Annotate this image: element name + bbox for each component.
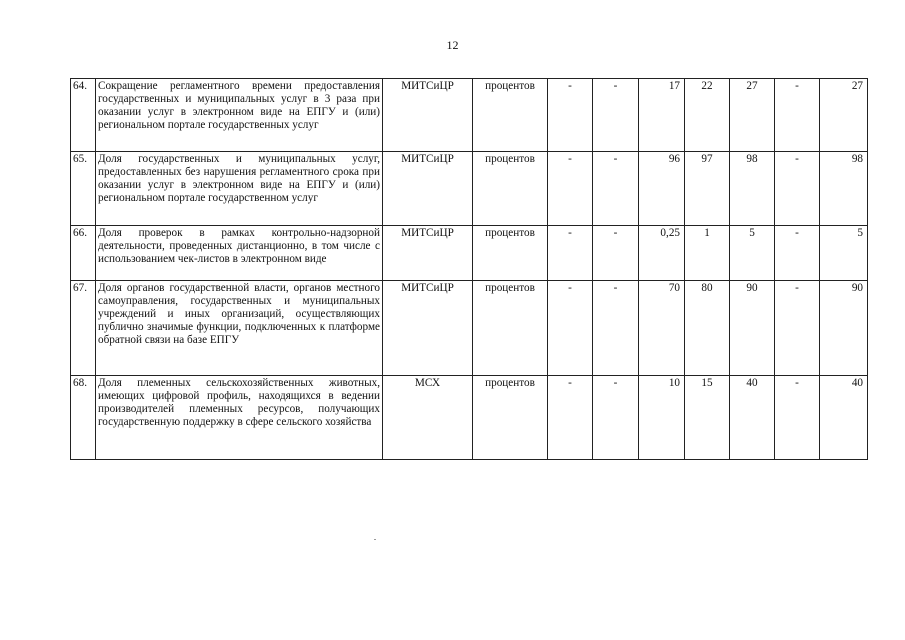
indicators-table	[70, 78, 868, 460]
unit-of-measure: процентов	[473, 226, 548, 281]
page-number: 12	[446, 38, 459, 52]
value-cell-5: 40	[730, 376, 775, 460]
value-cell-5: 5	[730, 226, 775, 281]
value-cell-3: 17	[639, 79, 685, 152]
value-cell-6: -	[775, 79, 820, 152]
value-cell-3: 70	[639, 281, 685, 376]
value-cell-6: -	[775, 281, 820, 376]
table-row	[71, 226, 868, 281]
value-cell-1: -	[548, 152, 593, 226]
table-row	[71, 281, 868, 376]
value-cell-7: 98	[820, 152, 868, 226]
value-cell-7: 27	[820, 79, 868, 152]
value-cell-3: 10	[639, 376, 685, 460]
unit-of-measure: процентов	[473, 281, 548, 376]
value-cell-7: 90	[820, 281, 868, 376]
indicator-name: Доля племенных сельскохозяйственных животных, имеющих цифровой профиль, находящихся в ведении производителей племенных ресурсов, получающих государственную поддержку в сфере сельского хозяйства	[96, 376, 383, 460]
value-cell-6: -	[775, 376, 820, 460]
value-cell-5: 27	[730, 79, 775, 152]
responsible-org: МСХ	[383, 376, 473, 460]
row-number: 64.	[71, 79, 96, 152]
value-cell-6: -	[775, 226, 820, 281]
value-cell-2: -	[593, 226, 639, 281]
value-cell-2: -	[593, 376, 639, 460]
responsible-org: МИТСиЦР	[383, 152, 473, 226]
value-cell-5: 98	[730, 152, 775, 226]
value-cell-4: 80	[685, 281, 730, 376]
unit-of-measure: процентов	[473, 79, 548, 152]
row-number: 65.	[71, 152, 96, 226]
value-cell-3: 96	[639, 152, 685, 226]
value-cell-4: 97	[685, 152, 730, 226]
value-cell-4: 1	[685, 226, 730, 281]
value-cell-4: 22	[685, 79, 730, 152]
indicator-name: Доля государственных и муниципальных услуг, предоставленных без нарушения регламентного срока при оказании услуг в электронном виде на ЕПГУ и (или) региональном портале государственном услуг	[96, 152, 383, 226]
value-cell-6: -	[775, 152, 820, 226]
scan-speck	[374, 539, 376, 540]
table-row	[71, 376, 868, 460]
value-cell-7: 40	[820, 376, 868, 460]
row-number: 66.	[71, 226, 96, 281]
value-cell-4: 15	[685, 376, 730, 460]
unit-of-measure: процентов	[473, 376, 548, 460]
indicator-name: Доля проверок в рамках контрольно-надзорной деятельности, проведенных дистанционно, в том числе с использованием чек-листов в электронном виде	[96, 226, 383, 281]
responsible-org: МИТСиЦР	[383, 226, 473, 281]
row-number: 67.	[71, 281, 96, 376]
responsible-org: МИТСиЦР	[383, 281, 473, 376]
table-row	[71, 152, 868, 226]
value-cell-2: -	[593, 281, 639, 376]
value-cell-1: -	[548, 226, 593, 281]
responsible-org: МИТСиЦР	[383, 79, 473, 152]
value-cell-3: 0,25	[639, 226, 685, 281]
value-cell-1: -	[548, 376, 593, 460]
indicator-name: Доля органов государственной власти, органов местного самоуправления, государственных и муниципальных учреждений и иных организаций, осуществляющих публично значимые функции, подключенных к платформе обратной связи на базе ЕПГУ	[96, 281, 383, 376]
indicator-name: Сокращение регламентного времени предоставления государственных и муниципальных услуг в 3 раза при оказании услуг в электронном виде на ЕПГУ и (или) региональном портале государственных услуг	[96, 79, 383, 152]
value-cell-1: -	[548, 281, 593, 376]
value-cell-2: -	[593, 79, 639, 152]
value-cell-2: -	[593, 152, 639, 226]
value-cell-1: -	[548, 79, 593, 152]
value-cell-5: 90	[730, 281, 775, 376]
unit-of-measure: процентов	[473, 152, 548, 226]
row-number: 68.	[71, 376, 96, 460]
value-cell-7: 5	[820, 226, 868, 281]
table-row	[71, 79, 868, 152]
